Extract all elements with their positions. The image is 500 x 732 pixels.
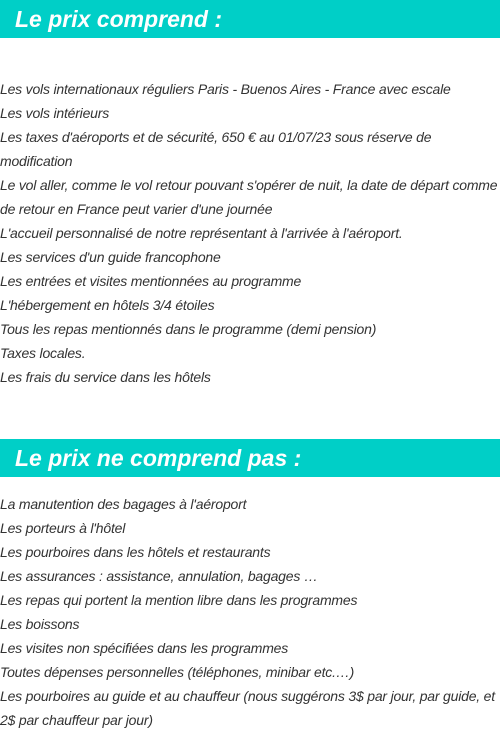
excluded-item: Les assurances : assistance, annulation, bagages …	[0, 568, 318, 584]
excluded-items-list	[0, 492, 500, 732]
excluded-item: Toutes dépenses personnelles (téléphones, minibar etc.…)	[0, 664, 355, 680]
included-item: Le vol aller, comme le vol retour pouvant s'opérer de nuit, la date de départ comme de retour en France peut varier d'une journée	[0, 177, 498, 217]
included-item: Les vols intérieurs	[0, 105, 110, 121]
excluded-item: Les boissons	[0, 616, 80, 632]
excluded-item: Les pourboires au guide et au chauffeur (nous suggérons 3$ par jour, par guide, et 2$ par chauffeur par jour)	[0, 688, 495, 728]
included-item: L'hébergement en hôtels 3/4 étoiles	[0, 297, 215, 313]
included-item: Les frais du service dans les hôtels	[0, 369, 211, 385]
included-item: Tous les repas mentionnés dans le programme (demi pension)	[0, 321, 377, 337]
included-item: Les vols internationaux réguliers Paris - Buenos Aires - France avec escale	[0, 81, 451, 97]
included-item: Les services d'un guide francophone	[0, 249, 221, 265]
excluded-item: Les repas qui portent la mention libre dans les programmes	[0, 592, 358, 608]
included-item: L'accueil personnalisé de notre représentant à l'arrivée à l'aéroport.	[0, 225, 403, 241]
included-item: Taxes locales.	[0, 345, 86, 361]
excluded-item: Les pourboires dans les hôtels et restaurants	[0, 544, 271, 560]
excluded-item: Les porteurs à l'hôtel	[0, 520, 126, 536]
included-section-header: Le prix comprend :	[0, 0, 500, 38]
excluded-item: La manutention des bagages à l'aéroport	[0, 496, 247, 512]
included-items-list	[0, 77, 500, 389]
excluded-section-header: Le prix ne comprend pas :	[0, 439, 500, 477]
included-item: Les taxes d'aéroports et de sécurité, 650 € au 01/07/23 sous réserve de modification	[0, 129, 432, 169]
excluded-item: Les visites non spécifiées dans les programmes	[0, 640, 289, 656]
included-item: Les entrées et visites mentionnées au programme	[0, 273, 302, 289]
